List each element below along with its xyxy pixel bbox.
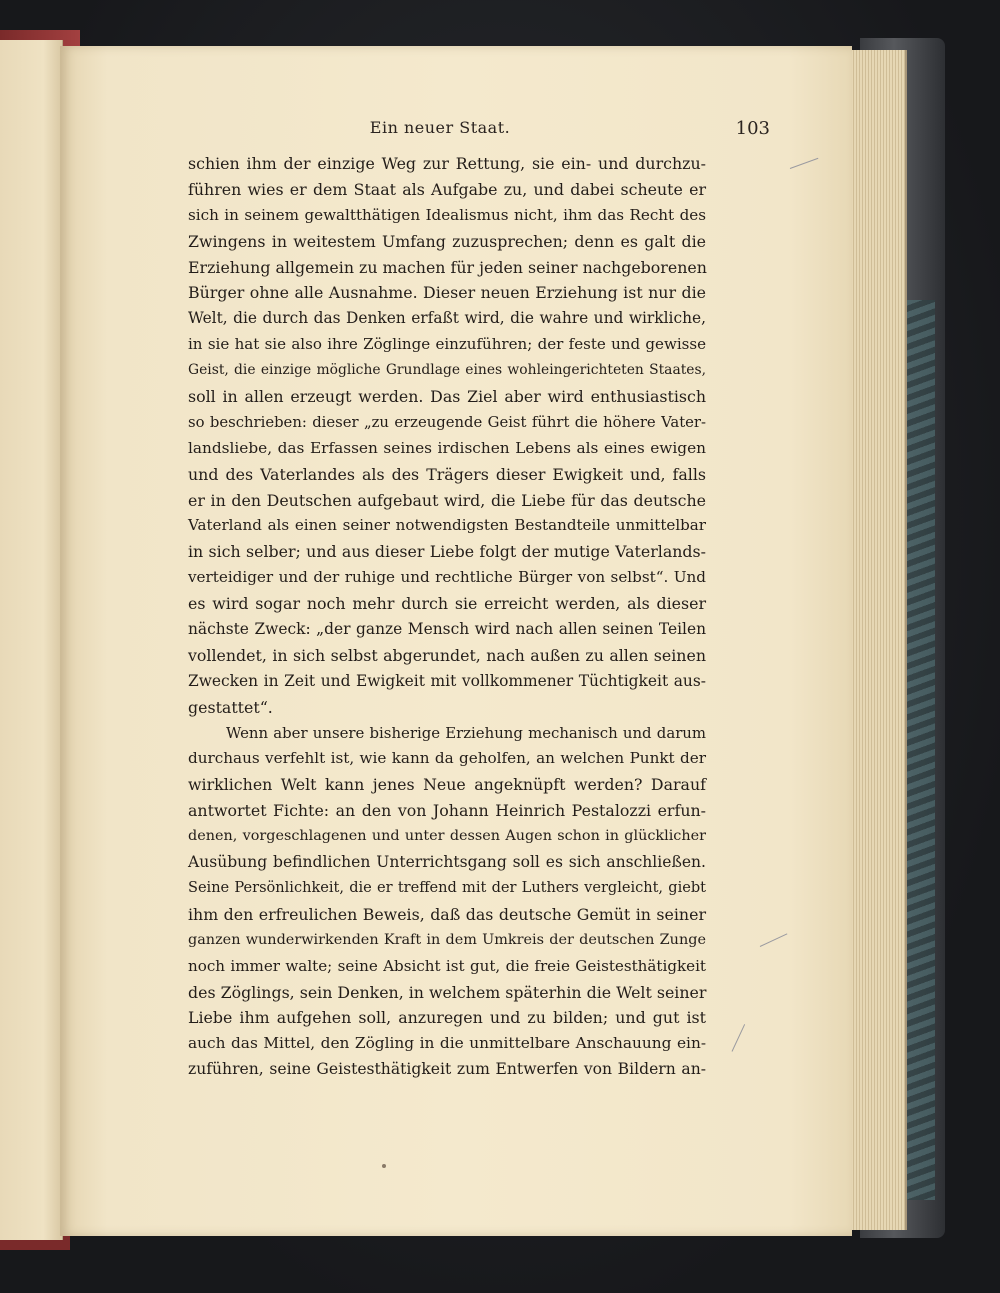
text-line: er in den Deutschen aufgebaut wird, die Liebe für das deutsche [188,490,706,510]
page-stack-edge [845,50,907,1230]
text-line: ganzen wunderwirkenden Kraft in dem Umkreis der deutschen Zunge [188,931,706,948]
running-head [190,118,770,144]
text-line: soll in allen erzeugt werden. Das Ziel aber wird enthusiastisch [188,387,706,407]
text-line: vollendet, in sich selbst abgerundet, nach außen zu allen seinen [188,645,706,665]
pencil-mark [760,933,788,947]
text-line: nächste Zweck: „der ganze Mensch wird nach allen seinen Teilen [188,620,706,639]
body-text [188,151,706,1083]
text-line: führen wies er dem Staat als Aufgabe zu, und dabei scheute er [188,179,706,199]
text-line: ihm den erfreulichen Beweis, daß das deutsche Gemüt in seiner [188,904,706,924]
text-line: Geist, die einzige mögliche Grundlage eines wohleingerichteten Staates, [188,362,706,379]
left-page-edge [0,40,63,1240]
text-line: landsliebe, das Erfassen seines irdischen Lebens als eines ewigen [188,438,706,457]
pencil-mark [790,158,819,169]
book-page [60,46,852,1236]
text-line: Zwingens in weitestem Umfang zuzusprechen; denn es galt die [188,231,706,251]
text-line: Welt, die durch das Denken erfaßt wird, die wahre und wirkliche, [188,309,706,328]
text-line: denen, vorgeschlagenen und unter dessen Augen schon in glücklicher [188,828,706,845]
text-line: noch immer walte; seine Absicht ist gut, die freie Geistesthätigkeit [188,956,706,975]
text-line: Bürger ohne alle Ausnahme. Dieser neuen Erziehung ist nur die [188,283,706,303]
paragraph-start-line: Wenn aber unsere bisherige Erziehung mechanisch und darum [226,723,706,742]
text-line: des Zöglings, sein Denken, in welchem späterhin die Welt seiner [188,982,707,1002]
text-line: schien ihm der einzige Weg zur Rettung, sie ein- und durchzu- [188,154,706,173]
text-line: wirklichen Welt kann jenes Neue angeknüpft werden? Darauf [188,775,706,795]
page-speck [382,1164,386,1168]
text-line: in sich selber; und aus dieser Liebe folgt der mutige Vaterlands- [188,542,706,562]
text-line: antwortet Fichte: an den von Johann Heinrich Pestalozzi erfun- [188,801,706,821]
text-line: verteidiger und der ruhige und rechtliche Bürger von selbst“. Und [188,568,706,587]
text-line: in sie hat sie also ihre Zöglinge einzuführen; der feste und gewisse [188,335,706,354]
text-line: auch das Mittel, den Zögling in die unmittelbare Anschauung ein- [188,1034,706,1053]
text-line: gestattet“. [188,697,273,717]
text-line: Liebe ihm aufgehen soll, anzuregen und zu bilden; und gut ist [188,1008,706,1028]
pencil-mark [732,1024,746,1052]
text-line: sich in seinem gewaltthätigen Idealismus nicht, ihm das Recht des [188,205,706,224]
text-line: so beschrieben: dieser „zu erzeugende Geist führt die höhere Vater- [188,413,706,431]
marbled-cover-pattern [905,300,935,1200]
text-line: zuführen, seine Geistesthätigkeit zum Entwerfen von Bildern an- [188,1060,706,1079]
text-line: und des Vaterlandes als des Trägers dieser Ewigkeit und, falls [188,464,706,484]
text-line: Seine Persönlichkeit, die er treffend mit der Luthers vergleicht, giebt [188,879,706,896]
text-line: Erziehung allgemein zu machen für jeden seiner nachgeborenen [188,257,707,277]
text-line: durchaus verfehlt ist, wie kann da geholfen, an welchen Punkt der [188,749,706,768]
text-line: es wird sogar noch mehr durch sie erreicht werden, als dieser [188,594,706,614]
text-line: Ausübung befindlichen Unterrichtsgang soll es sich anschließen. [188,853,706,872]
running-head-title: Ein neuer Staat. [369,118,511,137]
text-line: Vaterland als einen seiner notwendigsten Bestandteile unmittelbar [188,516,706,535]
page-number: 103 [735,118,770,139]
text-line: Zwecken in Zeit und Ewigkeit mit vollkommener Tüchtigkeit aus- [188,671,706,690]
